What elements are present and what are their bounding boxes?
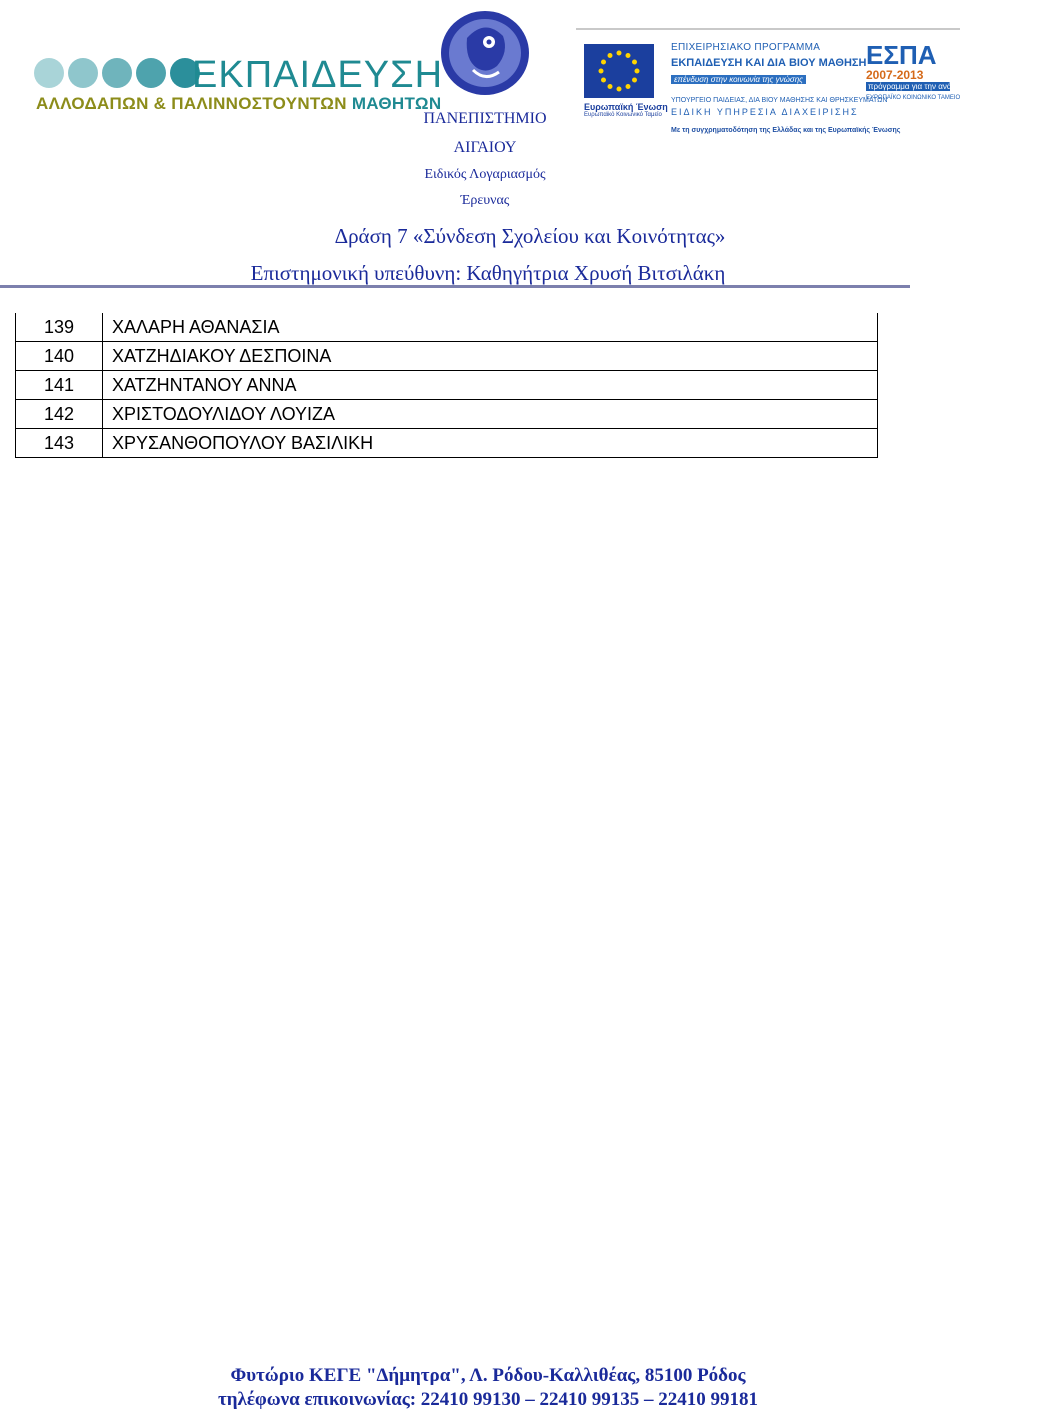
logo-subtitle-main: ΑΛΛΟΔΑΠΩΝ & ΠΑΛΙΝΝΟΣΤΟΥΝΤΩΝ <box>36 94 347 113</box>
university-name-line1: ΠΑΝΕΠΙΣΤΗΜΙΟ <box>423 110 547 127</box>
cofunding-note: Με τη συγχρηματοδότηση της Ελλάδας και της Ευρωπαϊκής Ένωσης <box>671 127 901 134</box>
participant-name: ΧΡΥΣΑΝΘΟΠΟΥΛΟΥ ΒΑΣΙΛΙΚΗ <box>103 429 878 458</box>
footer-phones: τηλέφωνα επικοινωνίας: 22410 99130 – 22410 99135 – 22410 99181 <box>217 1389 759 1410</box>
espa-logo <box>866 40 973 101</box>
row-number: 143 <box>16 429 103 458</box>
action-title: Δράση 7 «Σύνδεση Σχολείου και Κοινότητας» <box>334 224 726 248</box>
logo-dot <box>68 58 98 88</box>
logo-dot <box>136 58 166 88</box>
row-number: 139 <box>16 313 103 342</box>
participant-name: ΧΑΤΖΗΝΤΑΝΟΥ ΑΝΝΑ <box>103 371 878 400</box>
table-row <box>16 313 878 342</box>
program-slogan: επένδυση στην κοινωνία της γνώσης <box>671 75 806 84</box>
funding-logos <box>576 28 973 142</box>
participant-name: ΧΑΛΑΡΗ ΑΘΑΝΑΣΙΑ <box>103 313 878 342</box>
espa-fund: ΕΥΡΩΠΑΪΚΟ ΚΟΙΝΩΝΙΚΟ ΤΑΜΕΙΟ <box>866 95 961 101</box>
espa-tagline: πρόγραμμα για την ανάπτυξη <box>868 82 973 91</box>
logo-subtitle <box>36 94 441 114</box>
ministry-name: ΥΠΟΥΡΓΕΙΟ ΠΑΙΔΕΙΑΣ, ΔΙΑ ΒΙΟΥ ΜΑΘΗΣΗΣ ΚΑΙ ΘΡΗΣΚΕΥΜΑΤΩΝ <box>671 97 888 104</box>
footer-address: Φυτώριο ΚΕΓΕ "Δήμητρα", Λ. Ρόδου-Καλλιθέας, 85100 Ρόδος <box>230 1365 746 1386</box>
research-account-line1: Ειδικός Λογαριασμός <box>424 167 546 182</box>
table-row <box>16 342 878 371</box>
eu-fund-caption: Ευρωπαϊκό Κοινωνικό Ταμείο <box>584 112 662 118</box>
table-row <box>16 429 878 458</box>
logo-title: ΕΚΠΑΙΔΕΥΣΗ <box>192 54 444 96</box>
participant-name: ΧΡΙΣΤΟΔΟΥΛΙΔΟΥ ΛΟΥΙΖΑ <box>103 400 878 429</box>
program-name: ΕΚΠΑΙΔΕΥΣΗ ΚΑΙ ΔΙΑ ΒΙΟΥ ΜΑΘΗΣΗ <box>671 57 867 69</box>
espa-title: ΕΣΠΑ <box>866 40 937 70</box>
eu-logo <box>584 44 668 118</box>
logo-subtitle-accent: ΜΑΘΗΤΩΝ <box>351 94 442 113</box>
scientific-supervisor: Επιστημονική υπεύθυνη: Καθηγήτρια Χρυσή Βιτσιλάκη <box>250 261 726 285</box>
row-number: 141 <box>16 371 103 400</box>
logo-dot <box>34 58 64 88</box>
managing-agency: ΕΙΔΙΚΗ ΥΠΗΡΕΣΙΑ ΔΙΑΧΕΙΡΙΣΗΣ <box>671 107 859 117</box>
logo-dots <box>34 58 200 88</box>
education-logo <box>34 54 444 118</box>
logo-dot <box>102 58 132 88</box>
university-logo <box>400 8 570 214</box>
research-account-line2: Έρευνας <box>460 193 510 208</box>
table-row <box>16 371 878 400</box>
program-heading: ΕΠΙΧΕΙΡΗΣΙΑΚΟ ΠΡΟΓΡΑΜΜΑ <box>671 42 821 53</box>
espa-years: 2007-2013 <box>866 68 924 82</box>
eu-flag-icon <box>584 44 654 98</box>
coin-emblem-icon <box>437 8 533 98</box>
table-row <box>16 400 878 429</box>
university-name-line2: ΑΙΓΑΙΟΥ <box>453 139 517 156</box>
participant-name: ΧΑΤΖΗΔΙΑΚΟΥ ΔΕΣΠΟΙΝΑ <box>103 342 878 371</box>
participants-table <box>15 313 878 458</box>
header-divider <box>0 285 910 288</box>
row-number: 142 <box>16 400 103 429</box>
eu-caption: Ευρωπαϊκή Ένωση <box>584 102 668 112</box>
row-number: 140 <box>16 342 103 371</box>
